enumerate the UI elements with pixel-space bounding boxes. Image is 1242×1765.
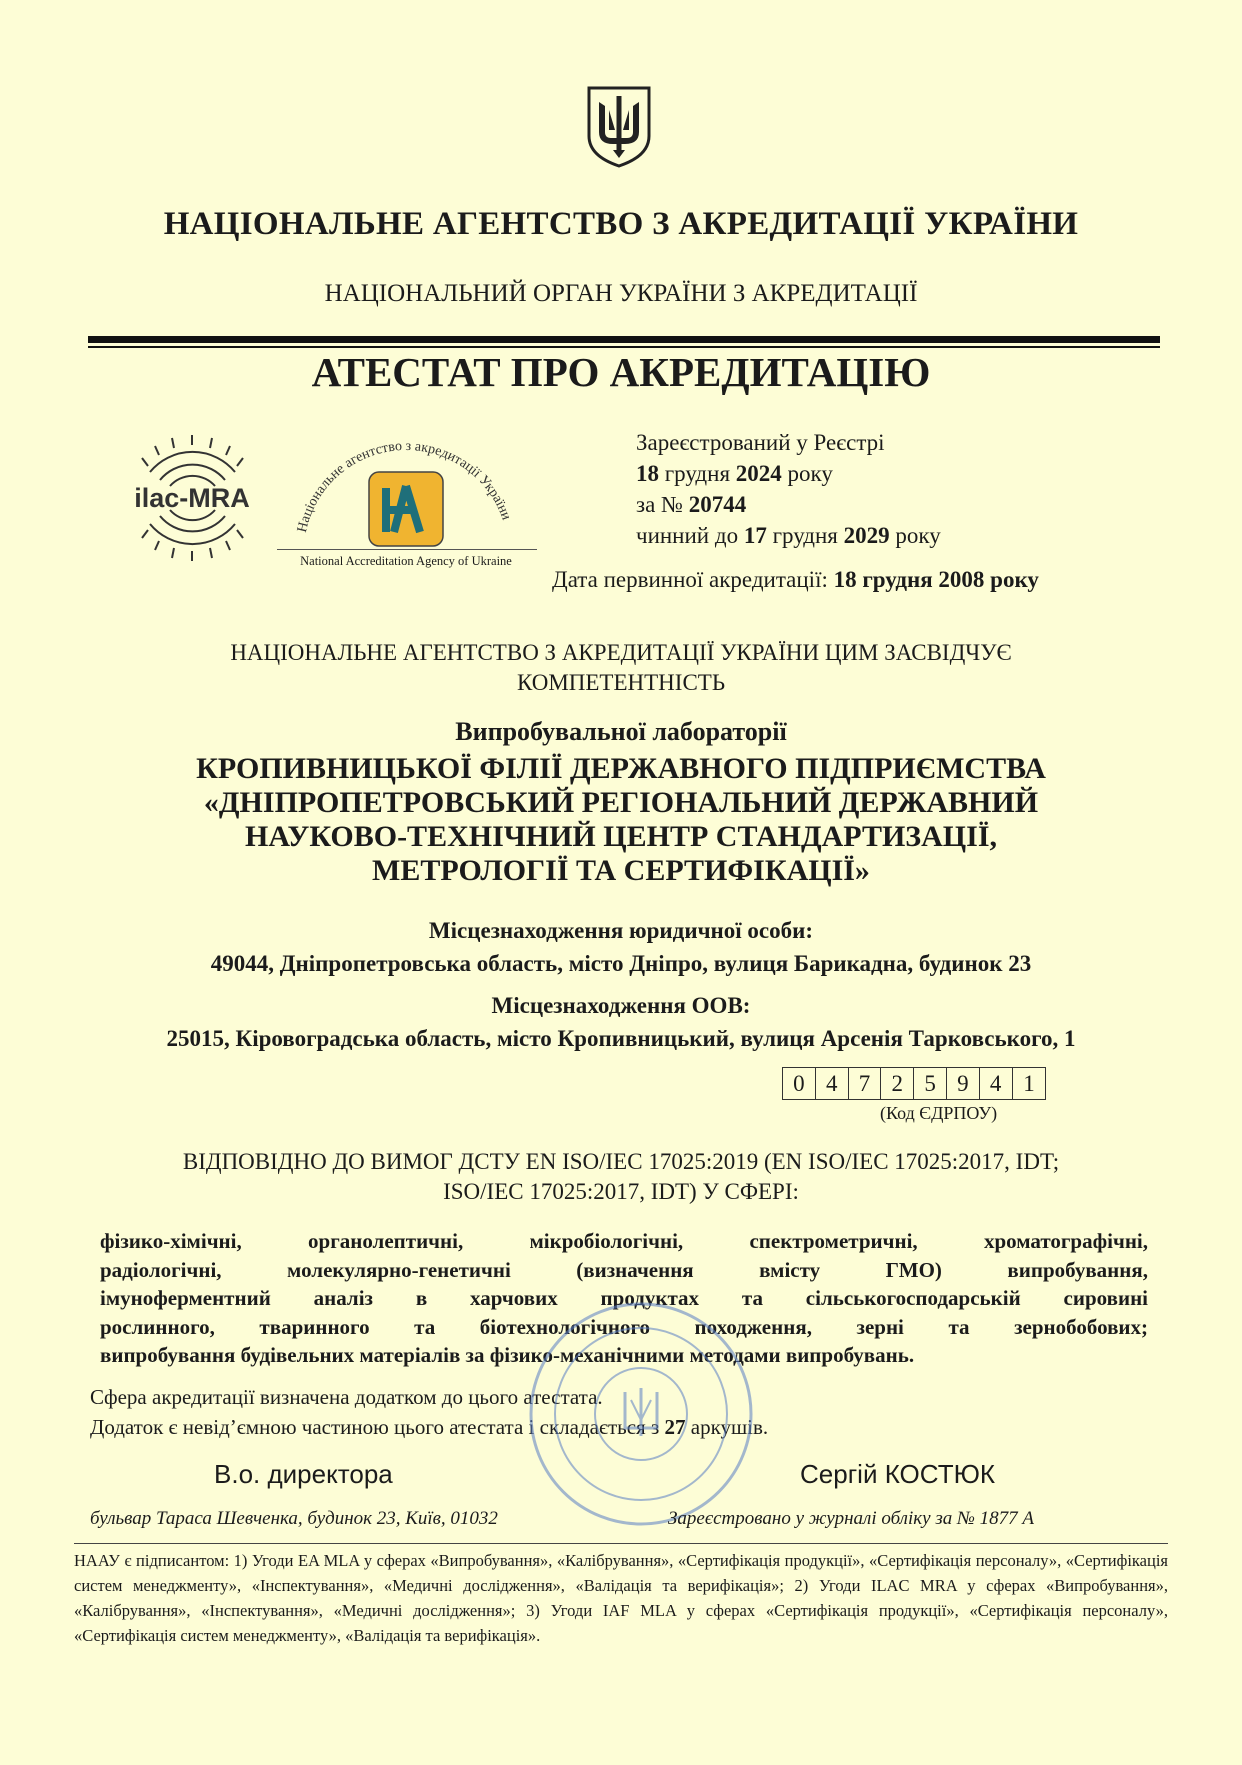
registration-number: за № 20744 [636,492,747,517]
valid-until: чинний до 17 грудня 2029 року [636,523,941,548]
ilac-mra-logo [120,428,265,568]
signatory-name: Сергій КОСТЮК [800,1459,995,1489]
oov-location: 25015, Кіровоградська область, місто Кропивницький, вулиця Арсенія Тарковського, 1 [166,1026,1076,1051]
laboratory-lead: Випробувальної лабораторії [455,717,787,746]
edrpou-digit: 1 [1023,1071,1035,1096]
legal-location: 49044, Дніпропетровська область, місто Дніпро, вулиця Барикадна, будинок 23 [210,951,1032,976]
first-accreditation-date: Дата первинної акредитації: 18 грудня 2008 року [552,567,1039,592]
registered-label: Зареєстрований у Реєстрі [636,430,885,455]
annex-note: Сфера акредитації визначена додатком до цього атестата. Додаток є невід’ємною частиною цього атестата і складається з 27 аркушів. [90,1385,769,1439]
certifies-statement: НАЦІОНАЛЬНЕ АГЕНТСТВО З АКРЕДИТАЦІЇ УКРАЇНИ ЦИМ ЗАСВІДЧУЄ КОМПЕТЕНТНІСТЬ [230,640,1012,695]
agency-name: НАЦІОНАЛЬНЕ АГЕНТСТВО З АКРЕДИТАЦІЇ УКРАЇНИ [163,206,1079,242]
standard-statement: ВІДПОВІДНО ДО ВИМОГ ДСТУ EN ISO/IEC 17025:2019 (EN ISO/IEC 17025:2017, IDT; ISO/IEC 17025:2017, IDT) У СФЕРІ: [182,1149,1060,1204]
title-divider-thick [88,336,1160,343]
edrpou-code [782,1067,1046,1100]
edrpou-digit: 2 [881,1068,914,1099]
legal-location-label: Місцезнаходження юридичної особи: [428,918,814,943]
edrpou-digit: 4 [980,1068,1013,1099]
official-stamp [521,1296,761,1532]
organ-name: НАЦІОНАЛЬНИЙ ОРГАН УКРАЇНИ З АКРЕДИТАЦІЇ [324,280,918,307]
certificate-title: АТЕСТАТ ПРО АКРЕДИТАЦІЮ [311,349,931,395]
edrpou-digit: 5 [914,1068,947,1099]
trident-emblem-icon [585,84,653,168]
registration-block [636,427,941,551]
svg-text:Національне агентство з акреди: Національне агентство з акредитації України [294,438,514,534]
signatory-agreements: НААУ є підписантом: 1) Угоди EA MLA у сферах «Випробування», «Калібрування», «Сертифікація продукції», «Сертифікація персоналу», «Сертифікація систем менеджменту», «Інспектування», «Медичні дослідження», «Валідація та верифікація»; 2) Угоди ILAC MRA у сферах «Випробування», «Калібрування», «Інспектування», «Медичні дослідження»; 3) Угоди IAF MLA у сферах «Сертифікація продукції», «Сертифікація персоналу», «Сертифікація систем менеджменту», «Валідація та верифікація». [74,1551,1168,1645]
edrpou-digit: 7 [849,1068,882,1099]
registered-date: 18 грудня 2024 року [636,461,833,486]
edrpou-label: (Код ЄДРПОУ) [880,1103,998,1123]
footer-divider [74,1543,1168,1544]
edrpou-digit: 0 [783,1068,816,1099]
logo-underline [277,549,537,550]
laboratory-name: КРОПИВНИЦЬКОЇ ФІЛІЇ ДЕРЖАВНОГО ПІДПРИЄМСТВА «ДНІПРОПЕТРОВСЬКИЙ РЕГІОНАЛЬНИЙ ДЕРЖАВНИЙ НАУКОВО-ТЕХНІЧНИЙ ЦЕНТР СТАНДАРТИЗАЦІЇ, МЕТРОЛОГІЇ ТА СЕРТИФІКАЦІЇ» [196,752,1046,887]
accreditation-scope: фізико-хімічні, органолептичні, мікробіологічні, спектрометричні, хроматографічні, радіологічні, молекулярно-генетичні (визначення вмісту ГМО) випробування, імуноферментний аналіз в харчових продуктах та сільськогосподарській сировині рослинного, тваринного та біотехнологічного походження, зерні та зернобобових; випробування будівельних матеріалів за фізико-механічними методами випробувань. [100,1229,1148,1367]
oov-location-label: Місцезнаходження ООВ: [491,993,751,1018]
edrpou-digit: 4 [816,1068,849,1099]
journal-registration: Зареєстровано у журналі обліку за № 1877 А [668,1508,1035,1529]
agency-address: бульвар Тараса Шевченка, будинок 23, Київ, 01032 [90,1508,498,1529]
svg-text:ilac-MRA: ilac-MRA [134,483,250,513]
edrpou-digit: 9 [947,1068,980,1099]
signatory-position: В.о. директора [214,1459,393,1489]
naau-caption: National Accreditation Agency of Ukraine [300,554,512,568]
